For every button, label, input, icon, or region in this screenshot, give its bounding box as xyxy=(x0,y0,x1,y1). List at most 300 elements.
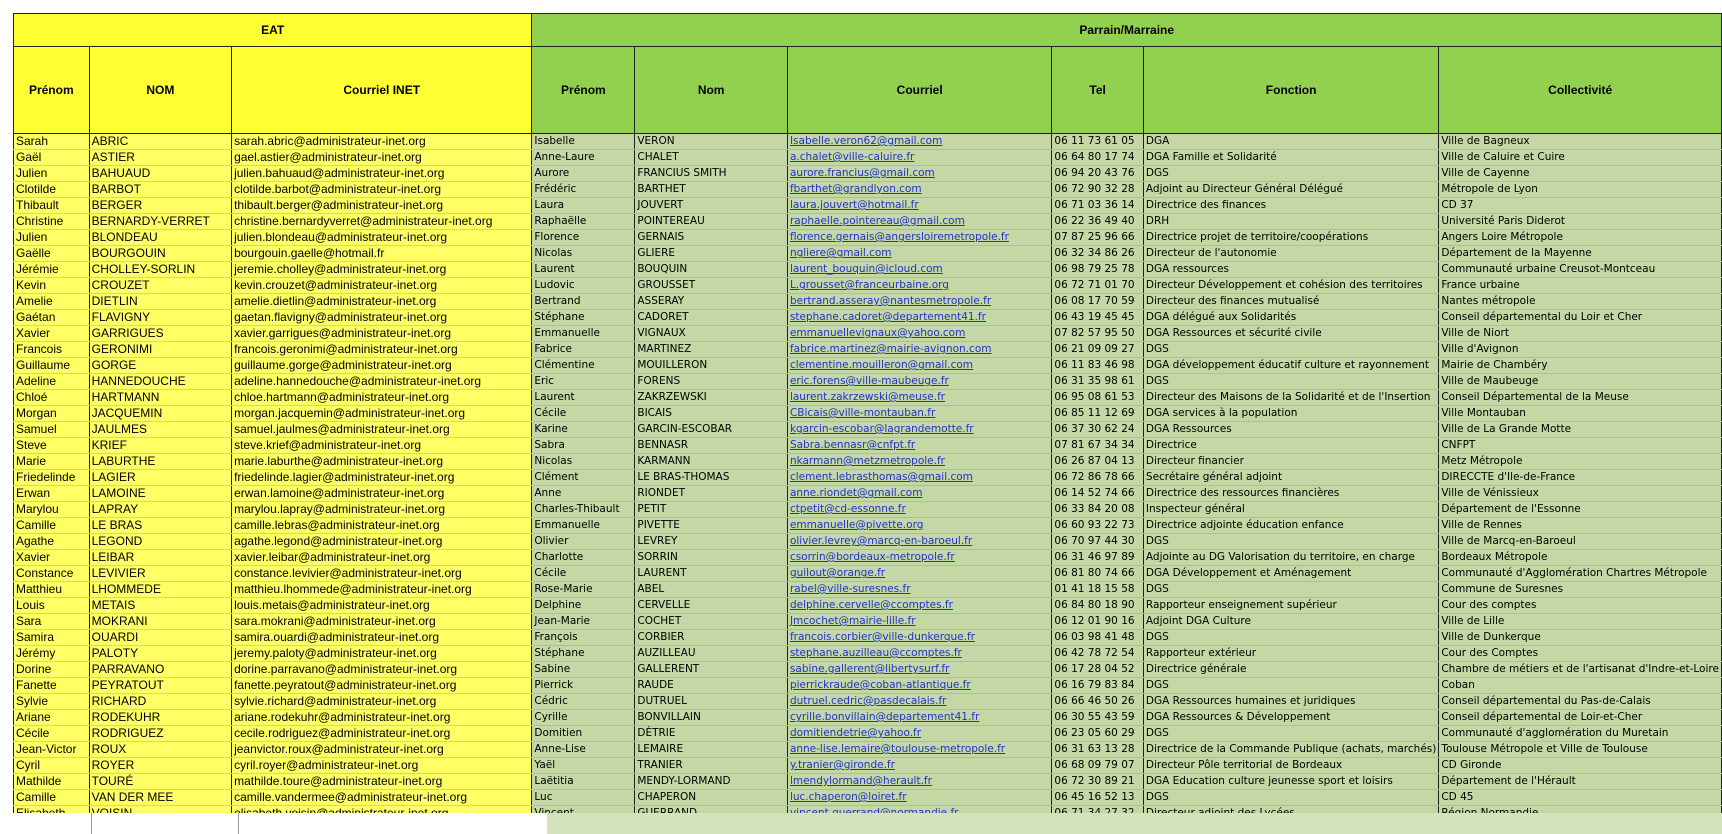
cell-par-prenom[interactable]: Jean-Marie xyxy=(532,614,635,630)
cell-eat-nom[interactable]: JAULMES xyxy=(89,422,231,438)
cell-par-collectivite[interactable]: DIRECCTE d'Ile-de-France xyxy=(1439,470,1722,486)
email-link[interactable]: clementine.mouilleron@gmail.com xyxy=(789,359,974,371)
cell-par-courriel[interactable] xyxy=(787,582,1051,598)
cell-eat-nom[interactable]: RICHARD xyxy=(89,694,231,710)
cell-par-collectivite[interactable]: Ville de Cayenne xyxy=(1439,166,1722,182)
cell-eat-prenom[interactable]: Adeline xyxy=(14,374,90,390)
cell-par-prenom[interactable]: Nicolas xyxy=(532,454,635,470)
cell-par-prenom[interactable]: Stéphane xyxy=(532,310,635,326)
cell-par-fonction[interactable]: Directrice des ressources financières xyxy=(1143,486,1438,502)
cell-par-tel[interactable]: 06 17 28 04 52 xyxy=(1052,662,1144,678)
cell-eat-nom[interactable]: ASTIER xyxy=(89,150,231,166)
cell-eat-nom[interactable]: PEYRATOUT xyxy=(89,678,231,694)
cell-par-prenom[interactable]: Raphaëlle xyxy=(532,214,635,230)
cell-eat-courriel[interactable]: morgan.jacquemin@administrateur-inet.org xyxy=(232,406,532,422)
cell-par-tel[interactable]: 06 33 84 20 08 xyxy=(1052,502,1144,518)
email-link[interactable]: Sabra.bennasr@cnfpt.fr xyxy=(789,439,916,451)
email-link[interactable]: clement.lebrasthomas@gmail.com xyxy=(789,471,973,483)
cell-par-prenom[interactable]: Bertrand xyxy=(532,294,635,310)
cell-par-prenom[interactable]: Cécile xyxy=(532,566,635,582)
cell-par-nom[interactable]: ASSERAY xyxy=(635,294,788,310)
cell-eat-nom[interactable]: METAIS xyxy=(89,598,231,614)
cell-par-courriel[interactable] xyxy=(787,214,1051,230)
cell-par-fonction[interactable]: Directeur des Maisons de la Solidarité et de l'Insertion xyxy=(1143,390,1438,406)
cell-par-courriel[interactable] xyxy=(787,678,1051,694)
cell-par-tel[interactable]: 06 72 90 32 28 xyxy=(1052,182,1144,198)
cell-eat-courriel[interactable]: jeremie.cholley@administrateur-inet.org xyxy=(232,262,532,278)
cell-par-tel[interactable]: 06 11 83 46 98 xyxy=(1052,358,1144,374)
cell-par-fonction[interactable]: DGS xyxy=(1143,630,1438,646)
cell-par-tel[interactable]: 07 82 57 95 50 xyxy=(1052,326,1144,342)
cell-par-tel[interactable]: 06 11 73 61 05 xyxy=(1052,134,1144,150)
cell-eat-courriel[interactable]: julien.bahuaud@administrateur-inet.org xyxy=(232,166,532,182)
cell-eat-nom[interactable]: LAPRAY xyxy=(89,502,231,518)
cell-par-nom[interactable]: MENDY-LORMAND xyxy=(635,774,788,790)
cell-par-tel[interactable]: 06 03 98 41 48 xyxy=(1052,630,1144,646)
cell-par-courriel[interactable] xyxy=(787,198,1051,214)
cell-par-courriel[interactable] xyxy=(787,662,1051,678)
cell-par-collectivite[interactable]: Ville d'Avignon xyxy=(1439,342,1722,358)
cell-eat-courriel[interactable]: christine.bernardyverret@administrateur-inet.org xyxy=(232,214,532,230)
cell-par-collectivite[interactable]: CD 45 xyxy=(1439,790,1722,806)
cell-eat-prenom[interactable]: Morgan xyxy=(14,406,90,422)
cell-eat-courriel[interactable]: sylvie.richard@administrateur-inet.org xyxy=(232,694,532,710)
cell-par-fonction[interactable]: DGA Ressources & Développement xyxy=(1143,710,1438,726)
cell-eat-prenom[interactable]: Dorine xyxy=(14,662,90,678)
cell-eat-prenom[interactable]: Francois xyxy=(14,342,90,358)
cell-par-tel[interactable]: 06 85 11 12 69 xyxy=(1052,406,1144,422)
cell-eat-nom[interactable]: FLAVIGNY xyxy=(89,310,231,326)
cell-eat-courriel[interactable]: bourgouin.gaelle@hotmail.fr xyxy=(232,246,532,262)
cell-par-fonction[interactable]: DGA Ressources humaines et juridiques xyxy=(1143,694,1438,710)
col-header-eat-prenom[interactable]: Prénom xyxy=(14,47,90,134)
cell-eat-prenom[interactable]: Ariane xyxy=(14,710,90,726)
cell-par-fonction[interactable]: Directeur financier xyxy=(1143,454,1438,470)
cell-par-collectivite[interactable]: Conseil départemental du Loir et Cher xyxy=(1439,310,1722,326)
cell-eat-nom[interactable]: TOURÉ xyxy=(89,774,231,790)
cell-par-collectivite[interactable]: Conseil Départemental de la Meuse xyxy=(1439,390,1722,406)
cell-par-prenom[interactable]: Sabine xyxy=(532,662,635,678)
email-link[interactable]: Isabelle.veron62@gmail.com xyxy=(789,135,943,147)
cell-par-courriel[interactable] xyxy=(787,454,1051,470)
email-link[interactable]: L.grousset@franceurbaine.org xyxy=(789,279,949,291)
cell-eat-prenom[interactable]: Matthieu xyxy=(14,582,90,598)
cell-par-nom[interactable]: COCHET xyxy=(635,614,788,630)
cell-par-prenom[interactable]: François xyxy=(532,630,635,646)
cell-eat-prenom[interactable]: Steve xyxy=(14,438,90,454)
cell-par-courriel[interactable] xyxy=(787,294,1051,310)
cell-par-courriel[interactable] xyxy=(787,710,1051,726)
cell-par-courriel[interactable] xyxy=(787,342,1051,358)
cell-par-prenom[interactable]: Cédric xyxy=(532,694,635,710)
cell-par-nom[interactable]: BICAIS xyxy=(635,406,788,422)
cell-eat-courriel[interactable]: erwan.lamoine@administrateur-inet.org xyxy=(232,486,532,502)
cell-par-nom[interactable]: VIGNAUX xyxy=(635,326,788,342)
cell-eat-nom[interactable]: LEIBAR xyxy=(89,550,231,566)
cell-par-fonction[interactable]: DGA Education culture jeunesse sport et loisirs xyxy=(1143,774,1438,790)
email-link[interactable]: stephane.auzilleau@ccomptes.fr xyxy=(789,647,962,659)
cell-par-nom[interactable]: ZAKRZEWSKI xyxy=(635,390,788,406)
cell-eat-nom[interactable]: JACQUEMIN xyxy=(89,406,231,422)
email-link[interactable]: luc.chaperon@loiret.fr xyxy=(789,791,907,803)
cell-par-courriel[interactable] xyxy=(787,310,1051,326)
email-link[interactable]: fabrice.martinez@mairie-avignon.com xyxy=(789,343,992,355)
cell-par-nom[interactable]: CHAPERON xyxy=(635,790,788,806)
email-link[interactable]: eric.forens@ville-maubeuge.fr xyxy=(789,375,949,387)
email-link[interactable]: Jmcochet@mairie-lille.fr xyxy=(789,615,916,627)
cell-eat-courriel[interactable]: ariane.rodekuhr@administrateur-inet.org xyxy=(232,710,532,726)
cell-par-collectivite[interactable]: Toulouse Métropole et Ville de Toulouse xyxy=(1439,742,1722,758)
email-link[interactable]: ngliere@gmail.com xyxy=(789,247,892,259)
cell-par-nom[interactable]: RAUDE xyxy=(635,678,788,694)
cell-par-tel[interactable]: 06 95 08 61 53 xyxy=(1052,390,1144,406)
email-link[interactable]: aurore.francius@gmail.com xyxy=(789,167,935,179)
email-link[interactable]: delphine.cervelle@ccomptes.fr xyxy=(789,599,953,611)
cell-eat-nom[interactable]: BERNARDY-VERRET xyxy=(89,214,231,230)
cell-par-collectivite[interactable]: Département de l'Hérault xyxy=(1439,774,1722,790)
cell-par-prenom[interactable]: Frédéric xyxy=(532,182,635,198)
cell-par-courriel[interactable] xyxy=(787,486,1051,502)
email-link[interactable]: kgarcin-escobar@lagrandemotte.fr xyxy=(789,423,974,435)
cell-par-tel[interactable]: 06 72 30 89 21 xyxy=(1052,774,1144,790)
cell-par-prenom[interactable]: Stéphane xyxy=(532,646,635,662)
cell-eat-prenom[interactable]: Erwan xyxy=(14,486,90,502)
email-link[interactable]: CBicais@ville-montauban.fr xyxy=(789,407,936,419)
cell-eat-courriel[interactable]: friedelinde.lagier@administrateur-inet.org xyxy=(232,470,532,486)
cell-par-courriel[interactable] xyxy=(787,598,1051,614)
cell-par-prenom[interactable]: Nicolas xyxy=(532,246,635,262)
cell-par-courriel[interactable] xyxy=(787,406,1051,422)
cell-par-tel[interactable]: 06 66 46 50 26 xyxy=(1052,694,1144,710)
cell-par-fonction[interactable]: DGA délégué aux Solidarités xyxy=(1143,310,1438,326)
cell-par-collectivite[interactable]: Metz Métropole xyxy=(1439,454,1722,470)
email-link[interactable]: csorrin@bordeaux-metropole.fr xyxy=(789,551,955,563)
cell-par-prenom[interactable]: Yaël xyxy=(532,758,635,774)
cell-eat-prenom[interactable]: Samuel xyxy=(14,422,90,438)
cell-par-nom[interactable]: PETIT xyxy=(635,502,788,518)
cell-par-prenom[interactable]: Fabrice xyxy=(532,342,635,358)
cell-par-prenom[interactable]: Delphine xyxy=(532,598,635,614)
cell-eat-courriel[interactable]: matthieu.lhommede@administrateur-inet.org xyxy=(232,582,532,598)
cell-par-tel[interactable]: 06 60 93 22 73 xyxy=(1052,518,1144,534)
cell-par-tel[interactable]: 06 71 03 36 14 xyxy=(1052,198,1144,214)
cell-eat-courriel[interactable]: guillaume.gorge@administrateur-inet.org xyxy=(232,358,532,374)
email-link[interactable]: emmanuelle@pivette.org xyxy=(789,519,924,531)
cell-par-tel[interactable]: 06 98 79 25 78 xyxy=(1052,262,1144,278)
cell-par-courriel[interactable] xyxy=(787,182,1051,198)
cell-par-prenom[interactable]: Charlotte xyxy=(532,550,635,566)
cell-par-prenom[interactable]: Laura xyxy=(532,198,635,214)
cell-par-nom[interactable]: BENNASR xyxy=(635,438,788,454)
cell-par-courriel[interactable] xyxy=(787,518,1051,534)
cell-par-tel[interactable]: 06 45 16 52 13 xyxy=(1052,790,1144,806)
email-link[interactable]: y.tranier@gironde.fr xyxy=(789,759,895,771)
cell-par-fonction[interactable]: DGA Ressources xyxy=(1143,422,1438,438)
cell-eat-courriel[interactable]: samuel.jaulmes@administrateur-inet.org xyxy=(232,422,532,438)
email-link[interactable]: francois.corbier@ville-dunkerque.fr xyxy=(789,631,975,643)
cell-par-collectivite[interactable]: Ville de Dunkerque xyxy=(1439,630,1722,646)
cell-par-prenom[interactable]: Ludovic xyxy=(532,278,635,294)
cell-par-tel[interactable]: 06 31 35 98 61 xyxy=(1052,374,1144,390)
cell-eat-courriel[interactable]: cecile.rodriguez@administrateur-inet.org xyxy=(232,726,532,742)
cell-eat-nom[interactable]: BAHUAUD xyxy=(89,166,231,182)
cell-eat-courriel[interactable]: marie.laburthe@administrateur-inet.org xyxy=(232,454,532,470)
cell-eat-prenom[interactable]: Marie xyxy=(14,454,90,470)
cell-par-tel[interactable]: 06 94 20 43 76 xyxy=(1052,166,1144,182)
email-link[interactable]: laurent_bouquin@icloud.com xyxy=(789,263,943,275)
cell-par-fonction[interactable]: DGA Famille et Solidarité xyxy=(1143,150,1438,166)
cell-par-tel[interactable]: 06 70 97 44 30 xyxy=(1052,534,1144,550)
col-header-par-fonction[interactable]: Fonction xyxy=(1143,47,1438,134)
cell-eat-nom[interactable]: RODEKUHR xyxy=(89,710,231,726)
cell-par-collectivite[interactable]: CD 37 xyxy=(1439,198,1722,214)
email-link[interactable]: guilout@orange.fr xyxy=(789,567,886,579)
cell-eat-nom[interactable]: BARBOT xyxy=(89,182,231,198)
cell-par-nom[interactable]: MOUILLERON xyxy=(635,358,788,374)
cell-par-courriel[interactable] xyxy=(787,422,1051,438)
cell-par-tel[interactable]: 06 43 19 45 45 xyxy=(1052,310,1144,326)
cell-par-courriel[interactable] xyxy=(787,262,1051,278)
cell-eat-prenom[interactable]: Agathe xyxy=(14,534,90,550)
cell-eat-courriel[interactable]: amelie.dietlin@administrateur-inet.org xyxy=(232,294,532,310)
cell-par-nom[interactable]: BONVILLAIN xyxy=(635,710,788,726)
cell-par-nom[interactable]: BOUQUIN xyxy=(635,262,788,278)
cell-par-courriel[interactable] xyxy=(787,790,1051,806)
cell-eat-courriel[interactable]: chloe.hartmann@administrateur-inet.org xyxy=(232,390,532,406)
cell-par-collectivite[interactable]: CNFPT xyxy=(1439,438,1722,454)
cell-par-nom[interactable]: KARMANN xyxy=(635,454,788,470)
cell-eat-courriel[interactable]: fanette.peyratout@administrateur-inet.org xyxy=(232,678,532,694)
cell-eat-courriel[interactable]: gael.astier@administrateur-inet.org xyxy=(232,150,532,166)
cell-eat-prenom[interactable]: Fanette xyxy=(14,678,90,694)
cell-par-nom[interactable]: CORBIER xyxy=(635,630,788,646)
col-header-eat-nom[interactable]: NOM xyxy=(89,47,231,134)
cell-par-fonction[interactable]: DGA développement éducatif culture et rayonnement xyxy=(1143,358,1438,374)
cell-par-tel[interactable]: 06 64 80 17 74 xyxy=(1052,150,1144,166)
cell-par-tel[interactable]: 06 22 36 49 40 xyxy=(1052,214,1144,230)
cell-par-tel[interactable]: 06 42 78 72 54 xyxy=(1052,646,1144,662)
cell-par-courriel[interactable] xyxy=(787,438,1051,454)
cell-par-prenom[interactable]: Cécile xyxy=(532,406,635,422)
cell-eat-nom[interactable]: LHOMMEDE xyxy=(89,582,231,598)
cell-eat-prenom[interactable]: Louis xyxy=(14,598,90,614)
cell-par-prenom[interactable]: Luc xyxy=(532,790,635,806)
cell-par-collectivite[interactable]: Nantes métropole xyxy=(1439,294,1722,310)
col-header-par-tel[interactable]: Tel xyxy=(1052,47,1144,134)
cell-par-prenom[interactable]: Cyrille xyxy=(532,710,635,726)
cell-eat-nom[interactable]: LE BRAS xyxy=(89,518,231,534)
cell-par-courriel[interactable] xyxy=(787,502,1051,518)
cell-par-nom[interactable]: GARCIN-ESCOBAR xyxy=(635,422,788,438)
cell-par-courriel[interactable] xyxy=(787,534,1051,550)
cell-par-prenom[interactable]: Anne xyxy=(532,486,635,502)
cell-par-courriel[interactable] xyxy=(787,726,1051,742)
cell-eat-courriel[interactable]: constance.levivier@administrateur-inet.org xyxy=(232,566,532,582)
cell-eat-prenom[interactable]: Kevin xyxy=(14,278,90,294)
cell-eat-prenom[interactable]: Gaël xyxy=(14,150,90,166)
cell-eat-nom[interactable]: PARRAVANO xyxy=(89,662,231,678)
cell-par-prenom[interactable]: Laurent xyxy=(532,262,635,278)
cell-par-fonction[interactable]: Directeur des finances mutualisé xyxy=(1143,294,1438,310)
col-header-par-prenom[interactable]: Prénom xyxy=(532,47,635,134)
cell-par-tel[interactable]: 06 31 46 97 89 xyxy=(1052,550,1144,566)
cell-par-collectivite[interactable]: Ville de La Grande Motte xyxy=(1439,422,1722,438)
col-header-par-nom[interactable]: Nom xyxy=(635,47,788,134)
cell-eat-nom[interactable]: BOURGOUIN xyxy=(89,246,231,262)
cell-par-collectivite[interactable]: Angers Loire Métropole xyxy=(1439,230,1722,246)
cell-par-tel[interactable]: 06 08 17 70 59 xyxy=(1052,294,1144,310)
cell-par-tel[interactable]: 06 14 52 74 66 xyxy=(1052,486,1144,502)
cell-par-nom[interactable]: BARTHET xyxy=(635,182,788,198)
cell-eat-prenom[interactable]: Gaétan xyxy=(14,310,90,326)
cell-par-fonction[interactable]: DGS xyxy=(1143,166,1438,182)
cell-eat-nom[interactable]: GERONIMI xyxy=(89,342,231,358)
cell-eat-prenom[interactable]: Christine xyxy=(14,214,90,230)
cell-par-fonction[interactable]: Directeur de l'autonomie xyxy=(1143,246,1438,262)
cell-par-collectivite[interactable]: Ville de Niort xyxy=(1439,326,1722,342)
cell-eat-nom[interactable]: LEGOND xyxy=(89,534,231,550)
cell-par-prenom[interactable]: Pierrick xyxy=(532,678,635,694)
cell-par-tel[interactable]: 06 23 05 60 29 xyxy=(1052,726,1144,742)
col-header-eat-courriel[interactable]: Courriel INET xyxy=(232,47,532,134)
cell-par-nom[interactable]: SORRIN xyxy=(635,550,788,566)
cell-par-fonction[interactable]: Directrice de la Commande Publique (achats, marchés) xyxy=(1143,742,1438,758)
cell-eat-prenom[interactable]: Guillaume xyxy=(14,358,90,374)
cell-par-courriel[interactable] xyxy=(787,630,1051,646)
cell-par-courriel[interactable] xyxy=(787,566,1051,582)
cell-par-tel[interactable]: 06 68 09 79 07 xyxy=(1052,758,1144,774)
cell-eat-nom[interactable]: DIETLIN xyxy=(89,294,231,310)
col-header-par-collectivite[interactable]: Collectivité xyxy=(1439,47,1722,134)
cell-eat-prenom[interactable]: Constance xyxy=(14,566,90,582)
cell-eat-prenom[interactable]: Camille xyxy=(14,790,90,806)
cell-par-fonction[interactable]: DGA Ressources et sécurité civile xyxy=(1143,326,1438,342)
cell-par-courriel[interactable] xyxy=(787,774,1051,790)
cell-par-fonction[interactable]: Directrice générale xyxy=(1143,662,1438,678)
email-link[interactable]: emmanuellevignaux@yahoo.com xyxy=(789,327,966,339)
cell-eat-nom[interactable]: LABURTHE xyxy=(89,454,231,470)
cell-eat-courriel[interactable]: gaetan.flavigny@administrateur-inet.org xyxy=(232,310,532,326)
cell-eat-courriel[interactable]: agathe.legond@administrateur-inet.org xyxy=(232,534,532,550)
cell-eat-courriel[interactable]: sarah.abric@administrateur-inet.org xyxy=(232,134,532,150)
cell-par-prenom[interactable]: Domitien xyxy=(532,726,635,742)
cell-par-tel[interactable]: 06 12 01 90 16 xyxy=(1052,614,1144,630)
cell-par-courriel[interactable] xyxy=(787,758,1051,774)
cell-par-nom[interactable]: GLIERE xyxy=(635,246,788,262)
cell-par-fonction[interactable]: DGS xyxy=(1143,726,1438,742)
cell-par-fonction[interactable]: Adjointe au DG Valorisation du territoire, en charge xyxy=(1143,550,1438,566)
cell-par-fonction[interactable]: Rapporteur enseignement supérieur xyxy=(1143,598,1438,614)
cell-eat-courriel[interactable]: marylou.lapray@administrateur-inet.org xyxy=(232,502,532,518)
cell-eat-courriel[interactable]: dorine.parravano@administrateur-inet.org xyxy=(232,662,532,678)
email-link[interactable]: domitiendetrie@yahoo.fr xyxy=(789,727,922,739)
cell-eat-courriel[interactable]: steve.krief@administrateur-inet.org xyxy=(232,438,532,454)
cell-par-collectivite[interactable]: Coban xyxy=(1439,678,1722,694)
cell-par-collectivite[interactable]: Département de l'Essonne xyxy=(1439,502,1722,518)
cell-eat-courriel[interactable]: julien.blondeau@administrateur-inet.org xyxy=(232,230,532,246)
cell-eat-prenom[interactable]: Julien xyxy=(14,166,90,182)
cell-par-collectivite[interactable]: France urbaine xyxy=(1439,278,1722,294)
email-link[interactable]: a.chalet@ville-caluire.fr xyxy=(789,151,915,163)
cell-par-fonction[interactable]: Rapporteur extérieur xyxy=(1143,646,1438,662)
cell-eat-prenom[interactable]: Xavier xyxy=(14,550,90,566)
cell-par-tel[interactable]: 06 37 30 62 24 xyxy=(1052,422,1144,438)
cell-eat-nom[interactable]: VAN DER MEE xyxy=(89,790,231,806)
cell-eat-nom[interactable]: KRIEF xyxy=(89,438,231,454)
cell-eat-prenom[interactable]: Jérémie xyxy=(14,262,90,278)
cell-eat-nom[interactable]: OUARDI xyxy=(89,630,231,646)
cell-par-fonction[interactable]: DRH xyxy=(1143,214,1438,230)
cell-par-nom[interactable]: GROUSSET xyxy=(635,278,788,294)
cell-eat-nom[interactable]: RODRIGUEZ xyxy=(89,726,231,742)
cell-par-nom[interactable]: DÈTRIE xyxy=(635,726,788,742)
cell-eat-prenom[interactable]: Jérémy xyxy=(14,646,90,662)
cell-eat-courriel[interactable]: jeanvictor.roux@administrateur-inet.org xyxy=(232,742,532,758)
cell-eat-nom[interactable]: CROUZET xyxy=(89,278,231,294)
cell-eat-nom[interactable]: GORGE xyxy=(89,358,231,374)
cell-eat-prenom[interactable]: Friedelinde xyxy=(14,470,90,486)
cell-eat-prenom[interactable]: Julien xyxy=(14,230,90,246)
email-link[interactable]: ctpetit@cd-essonne.fr xyxy=(789,503,906,515)
cell-eat-courriel[interactable]: camille.lebras@administrateur-inet.org xyxy=(232,518,532,534)
cell-par-prenom[interactable]: Laurent xyxy=(532,390,635,406)
cell-par-fonction[interactable]: Directeur Pôle territorial de Bordeaux xyxy=(1143,758,1438,774)
cell-par-nom[interactable]: LEMAIRE xyxy=(635,742,788,758)
cell-eat-nom[interactable]: LEVIVIER xyxy=(89,566,231,582)
cell-par-collectivite[interactable]: Ville Montauban xyxy=(1439,406,1722,422)
cell-par-fonction[interactable]: DGA ressources xyxy=(1143,262,1438,278)
cell-par-fonction[interactable]: DGS xyxy=(1143,582,1438,598)
cell-par-collectivite[interactable]: Communauté d'agglomération du Muretain xyxy=(1439,726,1722,742)
cell-par-nom[interactable]: GERNAIS xyxy=(635,230,788,246)
cell-par-nom[interactable]: ABEL xyxy=(635,582,788,598)
cell-eat-courriel[interactable]: clotilde.barbot@administrateur-inet.org xyxy=(232,182,532,198)
cell-eat-courriel[interactable]: sara.mokrani@administrateur-inet.org xyxy=(232,614,532,630)
cell-par-fonction[interactable]: Secrétaire général adjoint xyxy=(1143,470,1438,486)
cell-par-fonction[interactable]: Inspecteur général xyxy=(1143,502,1438,518)
cell-par-prenom[interactable]: Emmanuelle xyxy=(532,518,635,534)
cell-par-courriel[interactable] xyxy=(787,550,1051,566)
cell-eat-prenom[interactable]: Sarah xyxy=(14,134,90,150)
cell-par-collectivite[interactable]: Ville de Lille xyxy=(1439,614,1722,630)
email-link[interactable]: fbarthet@grandlyon.com xyxy=(789,183,922,195)
email-link[interactable]: olivier.levrey@marcq-en-baroeul.fr xyxy=(789,535,973,547)
cell-eat-courriel[interactable]: francois.geronimi@administrateur-inet.org xyxy=(232,342,532,358)
cell-par-tel[interactable]: 06 32 34 86 26 xyxy=(1052,246,1144,262)
cell-eat-nom[interactable]: ABRIC xyxy=(89,134,231,150)
cell-par-tel[interactable]: 06 81 80 74 66 xyxy=(1052,566,1144,582)
cell-par-nom[interactable]: LEVREY xyxy=(635,534,788,550)
cell-par-nom[interactable]: CADORET xyxy=(635,310,788,326)
cell-par-collectivite[interactable]: Ville de Caluire et Cuire xyxy=(1439,150,1722,166)
cell-eat-courriel[interactable]: kevin.crouzet@administrateur-inet.org xyxy=(232,278,532,294)
email-link[interactable]: bertrand.asseray@nantesmetropole.fr xyxy=(789,295,992,307)
cell-par-fonction[interactable]: DGA services à la population xyxy=(1143,406,1438,422)
cell-par-tel[interactable]: 06 30 55 43 59 xyxy=(1052,710,1144,726)
cell-par-tel[interactable]: 06 21 09 09 27 xyxy=(1052,342,1144,358)
cell-par-courriel[interactable] xyxy=(787,390,1051,406)
cell-par-tel[interactable]: 07 81 67 34 34 xyxy=(1052,438,1144,454)
cell-eat-prenom[interactable]: Chloé xyxy=(14,390,90,406)
cell-eat-courriel[interactable]: xavier.leibar@administrateur-inet.org xyxy=(232,550,532,566)
cell-par-prenom[interactable]: Florence xyxy=(532,230,635,246)
cell-eat-prenom[interactable]: Marylou xyxy=(14,502,90,518)
cell-eat-nom[interactable]: ROYER xyxy=(89,758,231,774)
cell-eat-courriel[interactable]: samira.ouardi@administrateur-inet.org xyxy=(232,630,532,646)
cell-par-collectivite[interactable]: Ville de Vénissieux xyxy=(1439,486,1722,502)
cell-eat-courriel[interactable]: xavier.garrigues@administrateur-inet.org xyxy=(232,326,532,342)
cell-par-tel[interactable]: 06 84 80 18 90 xyxy=(1052,598,1144,614)
